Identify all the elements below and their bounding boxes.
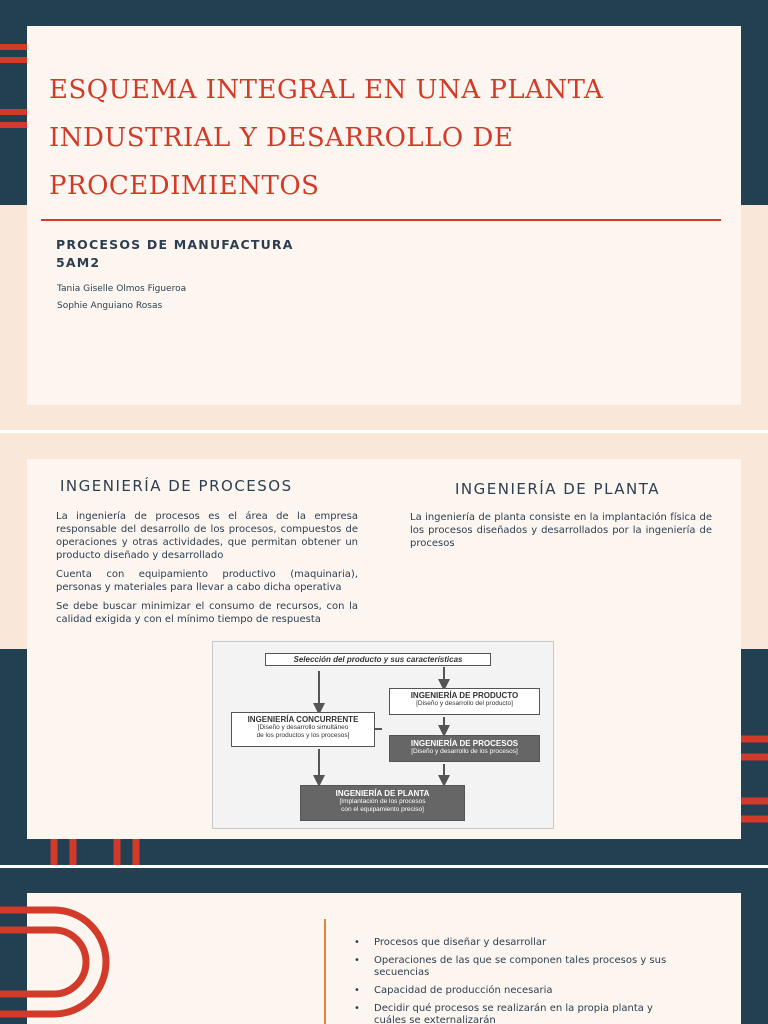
box-label: INGENIERÍA DE PLANTA [335,789,430,798]
box-sublabel: [Implantación de los procesos [339,798,426,805]
author-name: Sophie Anguiano Rosas [57,301,163,311]
heading-procesos: INGENIERÍA DE PROCESOS [60,477,293,495]
decor-stripe [0,109,30,115]
title-line: ESQUEMA INTEGRAL EN UNA PLANTA [49,75,604,105]
list-item-text: Operaciones de las que se componen tales procesos y sus secuencias [374,955,667,978]
decor-stripe [0,122,30,128]
box-sublabel: [Diseño y desarrollo de los procesos] [411,748,518,755]
box-sublabel: [Diseño y desarrollo simultáneo [257,724,349,731]
title-divider [41,219,721,221]
paragraph: La ingeniería de procesos es el área de la empresa responsable del desarrollo de los procesos, compuestos de operaciones y otras actividades, que permitan obtener un producto diseñado y desarrollado [56,511,358,561]
paragraph: Cuenta con equipamiento productivo (maquinaria), personas y materiales para llevar a cabo dicha operativa [56,569,358,593]
list-item: • Operaciones de las que se componen tales procesos y sus secuencias [354,955,667,978]
author-name: Tania Giselle Olmos Figueroa [57,284,187,294]
paragraph: Se debe buscar minimizar el consumo de recursos, con la calidad exigida y con el mínimo tiempo de respuesta [56,601,358,625]
box-producto [389,688,540,715]
box-planta [300,785,465,821]
box-sublabel: de los productos y los procesos] [256,732,350,739]
content-card [27,459,741,839]
decor-stripe [0,57,30,63]
heading-planta: INGENIERÍA DE PLANTA [455,480,661,498]
decor-stripe [0,44,30,50]
box-label: Selección del producto y sus características [293,655,463,664]
box-procesos [389,735,540,762]
title-line: INDUSTRIAL Y DESARROLLO DE [49,123,514,153]
box-sublabel: con el equipamiento preciso] [341,806,424,813]
flow-diagram [212,641,554,829]
list-item-text: Capacidad de producción necesaria [374,985,553,996]
title-card [27,26,741,405]
group-code: 5AM2 [56,255,101,270]
slide-title [0,0,768,430]
list-item-text: Decidir qué procesos se realizarán en la propia planta y cuáles se externalizarán [374,1003,653,1024]
subject-name: PROCESOS DE MANUFACTURA [56,237,294,252]
paragraph: La ingeniería de planta consiste en la implantación física de los procesos diseñados y desarrollados por la ingeniería de procesos [410,512,712,549]
box-sublabel: [Diseño y desarrollo del producto] [416,700,513,707]
box-label: INGENIERÍA CONCURRENTE [247,715,359,724]
list-item: • Decidir qué procesos se realizarán en la propia planta y cuáles se externalizarán [354,1003,653,1024]
presentation-title [49,66,729,210]
box-seleccion [265,653,491,666]
slide-engineering [0,433,768,865]
title-line: PROCEDIMIENTOS [49,171,320,201]
slide-planning [0,868,768,1024]
content-card [27,893,741,1024]
list-item: • Capacidad de producción necesaria [354,985,553,996]
box-concurrente [231,712,375,747]
list-item: • Procesos que diseñar y desarrollar [354,937,547,948]
arch-decor-left [0,906,140,1024]
orange-divider [324,919,326,1024]
box-label: INGENIERÍA DE PROCESOS [410,739,519,748]
list-item-text: Procesos que diseñar y desarrollar [374,937,547,948]
bullet-list [354,937,684,1024]
box-label: INGENIERÍA DE PRODUCTO [410,691,519,700]
